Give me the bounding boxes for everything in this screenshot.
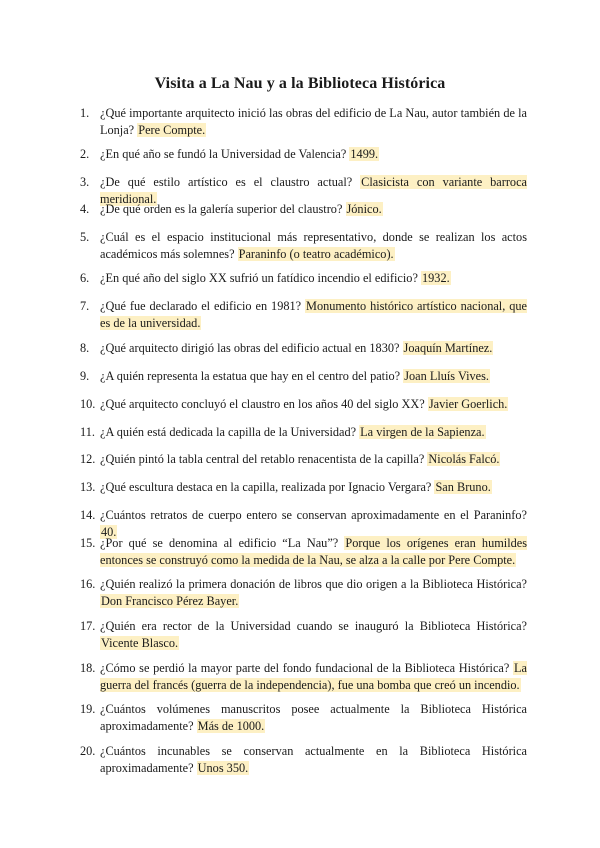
question-number: 4. [80, 202, 90, 216]
answer-highlight: Más de 1000. [197, 718, 265, 733]
question-number: 14. [80, 508, 96, 522]
question-item [80, 146, 527, 163]
question-number: 10. [80, 397, 96, 411]
question-item [80, 340, 527, 357]
question-text: ¿Qué escultura destaca en la capilla, realizada por Ignacio Vergara? [100, 480, 432, 494]
question-item [80, 424, 527, 441]
question-text: ¿Cuántos retratos de cuerpo entero se conservan aproximadamente en el Paraninfo? [100, 508, 527, 522]
question-text: ¿Quién pintó la tabla central del retablo renacentista de la capilla? [100, 452, 425, 466]
question-number: 6. [80, 271, 90, 285]
question-item [80, 701, 527, 734]
answer-highlight: Javier Goerlich. [428, 397, 508, 411]
question-text: ¿Cuántos incunables se conservan actualmente en la Biblioteca Histórica aproximadamente? [100, 744, 527, 775]
answer-highlight: Monumento histórico artístico nacional, que es de la universidad. [100, 299, 527, 330]
question-item [80, 201, 527, 218]
answer-highlight: Joan Lluís Vives. [404, 369, 489, 383]
question-text: ¿Quién realizó la primera donación de libros que dio origen a la Biblioteca Histórica? [100, 577, 527, 591]
answer-highlight: Joaquín Martínez. [403, 341, 493, 355]
question-item [80, 576, 527, 609]
answer-highlight: Nicolás Falcó. [428, 452, 500, 466]
question-number: 11. [80, 425, 95, 439]
question-number: 20. [80, 744, 96, 758]
answer-highlight: La guerra del francés (guerra de la independencia), fue una bomba que creó un incendio. [100, 661, 527, 692]
question-text: ¿Qué importante arquitecto inició las obras del edificio de La Nau, autor también de la Lonja? [100, 106, 527, 137]
question-number: 15. [80, 536, 96, 550]
answer-highlight: Porque los orígenes eran humildes entonces se construyó como la medida de la Nau, se alza a la calle por Pere Compte. [100, 536, 528, 567]
question-number: 1. [80, 106, 90, 120]
question-item [80, 396, 527, 413]
question-number: 19. [80, 702, 96, 716]
question-item [80, 743, 527, 776]
question-number: 12. [80, 452, 96, 466]
question-text: ¿Qué arquitecto concluyó el claustro en los años 40 del siglo XX? [100, 397, 425, 411]
question-number: 3. [80, 175, 90, 189]
question-number: 9. [80, 369, 90, 383]
question-item [80, 535, 527, 568]
question-number: 2. [80, 147, 90, 161]
question-number: 17. [80, 619, 96, 633]
question-number: 13. [80, 480, 96, 494]
answer-highlight: Clasicista con variante barroca meridional. [100, 175, 527, 206]
question-item [80, 618, 527, 651]
answer-highlight: 1932. [422, 271, 450, 285]
question-text: ¿En qué año del siglo XX sufrió un fatídico incendio el edificio? [100, 271, 418, 285]
question-text: ¿A quién está dedicada la capilla de la Universidad? [100, 425, 357, 439]
question-number: 7. [80, 299, 90, 313]
answer-highlight: Jónico. [346, 202, 382, 216]
question-text: ¿Quién era rector de la Universidad cuando se inauguró la Biblioteca Histórica? [100, 619, 527, 633]
answer-highlight: Unos 350. [197, 760, 249, 775]
question-text: ¿De qué estilo artístico es el claustro actual? [100, 175, 353, 189]
question-item [80, 105, 527, 138]
question-text: ¿De qué orden es la galería superior del claustro? [100, 202, 343, 216]
page-title: Visita a La Nau y a la Biblioteca Histórica [154, 75, 446, 92]
question-item [80, 479, 527, 496]
question-item [80, 298, 527, 331]
question-text: ¿Qué fue declarado el edificio en 1981? [100, 299, 302, 313]
question-text: ¿Qué arquitecto dirigió las obras del edificio actual en 1830? [100, 341, 400, 355]
question-text: ¿Cuál es el espacio institucional más representativo, donde se realizan los actos académicos más solemnes? [100, 230, 527, 261]
question-number: 5. [80, 230, 90, 244]
question-item [80, 270, 527, 287]
question-text: ¿Cómo se perdió la mayor parte del fondo fundacional de la Biblioteca Histórica? [100, 661, 510, 675]
question-text: ¿A quién representa la estatua que hay en el centro del patio? [100, 369, 401, 383]
question-text: ¿En qué año se fundó la Universidad de Valencia? [100, 147, 347, 161]
answer-highlight: San Bruno. [435, 480, 491, 494]
answer-highlight: Pere Compte. [138, 122, 206, 137]
answer-highlight: 40. [101, 524, 117, 539]
answer-highlight: La virgen de la Sapienza. [360, 425, 485, 439]
answer-highlight: Paraninfo (o teatro académico). [238, 246, 394, 261]
answer-highlight: Don Francisco Pérez Bayer. [101, 593, 239, 608]
answer-highlight: 1499. [350, 147, 379, 161]
question-item [80, 451, 527, 468]
question-text: ¿Por qué se denomina al edificio “La Nau”? [100, 536, 339, 550]
question-text: ¿Cuántos volúmenes manuscritos posee actualmente la Biblioteca Histórica aproximadamente? [100, 702, 527, 733]
question-item [80, 660, 527, 693]
question-number: 16. [80, 577, 96, 591]
question-number: 8. [80, 341, 90, 355]
question-item [80, 368, 527, 385]
answer-highlight: Vicente Blasco. [101, 635, 179, 650]
question-item [80, 229, 527, 262]
question-number: 18. [80, 661, 96, 675]
